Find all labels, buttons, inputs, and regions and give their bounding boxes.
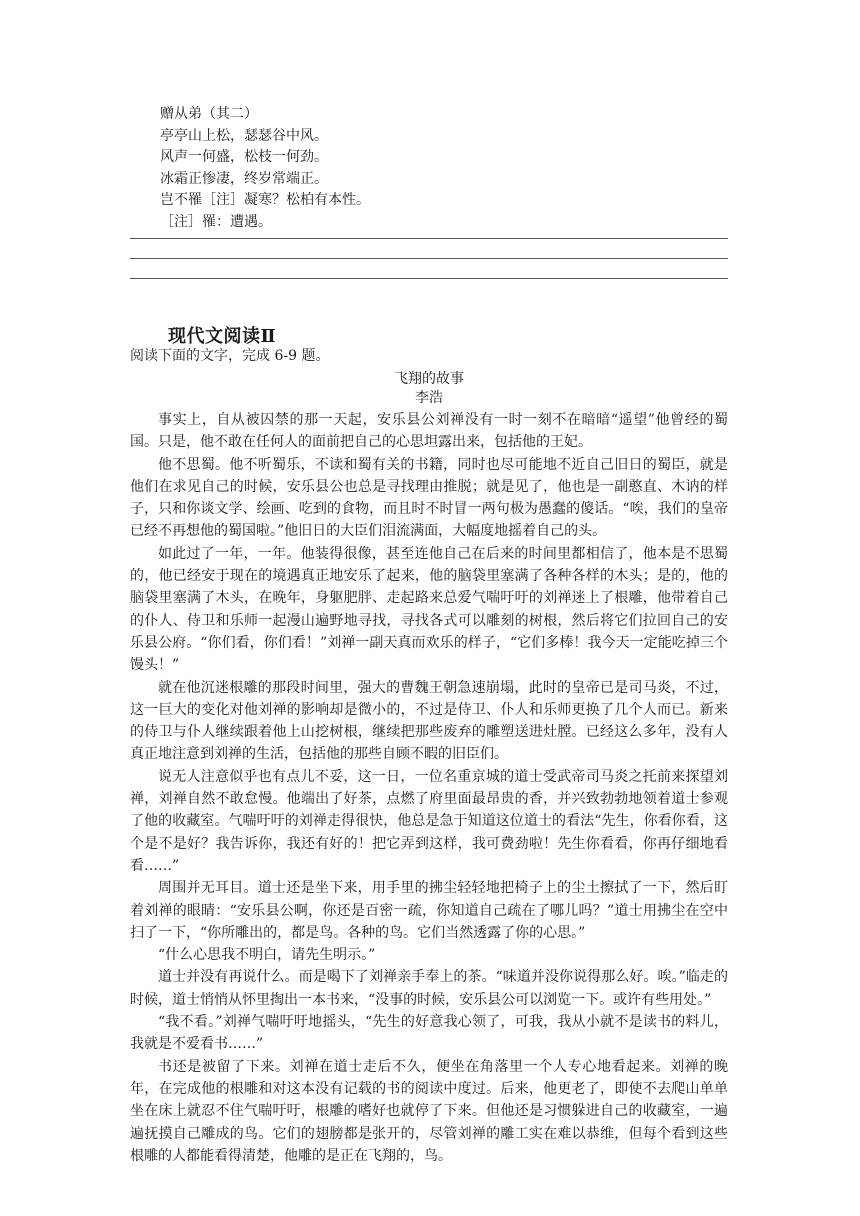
story-title: 飞翔的故事 <box>394 371 464 387</box>
reading-instruction: 阅读下面的文字，完成 6-9 题。 <box>130 348 330 364</box>
poem-block <box>160 104 720 233</box>
answer-line <box>130 278 728 279</box>
story-body <box>130 409 728 1167</box>
section-title: 现代文阅读Ⅱ <box>168 326 277 347</box>
story-paragraph: 周围并无耳目。道士还是坐下来，用手里的拂尘轻轻地把椅子上的尘土擦拭了一下，然后盯着刘禅的眼睛：“安乐县公啊，你还是百密一疏，你知道自己疏在了哪儿吗？”道士用拂尘在空中扫了一下，“你所雕出的，都是鸟。各种的鸟。它们当然透露了你的心思。” <box>130 880 728 941</box>
poem-note: ［注］罹：遭遇。 <box>160 213 272 230</box>
story-paragraph: 就在他沉迷根雕的那段时间里，强大的曹魏王朝急速崩塌，此时的皇帝已是司马炎，不过，这一巨大的变化对他刘禅的影响却是微小的，不过是侍卫、仆人和乐师更换了几个人而已。新来的侍卫与仆人继续跟着他上山挖树根，继续把那些废弃的雕塑送进灶膛。已经这么多年，没有人真正地注意到刘禅的生活，包括他的那些自顾不暇的旧臣们。 <box>130 679 728 763</box>
answer-line <box>130 258 728 259</box>
story-paragraph: 道士并没有再说什么。而是喝下了刘禅亲手奉上的茶。“味道并没你说得那么好。唉。”临走的时候，道士悄悄从怀里掏出一本书来，“没事的时候，安乐县公可以浏览一下。或许有些用处。” <box>130 969 728 1008</box>
answer-line <box>130 238 728 239</box>
story-paragraph: 书还是被留了下来。刘禅在道士走后不久，便坐在角落里一个人专心地看起来。刘禅的晚年，在完成他的根雕和对这本没有记载的书的阅读中度过。后来，他更老了，即使不去爬山单单坐在床上就忍不住气喘吁吁，根雕的嗜好也就停了下来。但他还是习惯躲进自己的收藏室，一遍遍抚摸自己雕成的鸟。它们的翅膀都是张开的，尽管刘禅的雕工实在难以恭维，但每个看到这些根雕的人都能看得清楚，他雕的是正在飞翔的，鸟。 <box>130 1058 728 1164</box>
poem-title: 赠从弟（其二） <box>160 106 258 122</box>
story-paragraph: 事实上，自从被囚禁的那一天起，安乐县公刘禅没有一时一刻不在暗暗“遥望”他曾经的蜀国。只是，他不敢在任何人的面前把自己的心思坦露出来，包括他的王妃。 <box>130 412 728 451</box>
story-paragraph: 说无人注意似乎也有点儿不妥，这一日，一位名重京城的道士受武帝司马炎之托前来探望刘禅，刘禅自然不敢怠慢。他端出了好茶，点燃了府里面最昂贵的香，并兴致勃勃地领着道士参观了他的收藏室。气喘吁吁的刘禅走得很快，他总是急于知道这位道士的看法“先生，你看你看，这个是不是好？我告诉你，我还有好的！把它弄到这样，我可费劲啦！先生你看看，你再仔细地看看……” <box>130 768 728 874</box>
story-author: 李浩 <box>415 390 443 406</box>
poem-line: 风声一何盛，松枝一何劲。 <box>160 149 328 165</box>
story-paragraph: 如此过了一年，一年。他装得很像，甚至连他自己在后来的时间里都相信了，他本是不思蜀的，他已经安于现在的境遇真正地安乐了起来，他的脑袋里塞满了各种各样的木头；是的，他的脑袋里塞满了木头，在晚年，身躯肥胖、走起路来总爱气喘吁吁的刘禅迷上了根雕，他带着自己的仆人、侍卫和乐师一起漫山遍野地寻找，寻找各式可以雕刻的树根，然后将它们拉回自己的安乐县公府。“你们看，你们看！”刘禅一副天真而欢乐的样子，“它们多棒！我今天一定能吃掉三个馒头！” <box>130 545 728 674</box>
poem-line: 岂不罹［注］凝寒？松柏有本性。 <box>160 192 370 208</box>
story-paragraph: “什么心思我不明白，请先生明示。” <box>158 947 376 964</box>
poem-line: 亭亭山上松，瑟瑟谷中风。 <box>160 127 328 144</box>
story-paragraph: 他不思蜀。他不听蜀乐，不读和蜀有关的书籍，同时也尽可能地不近自己旧日的蜀臣，就是他们在求见自己的时候，安乐县公也总是寻找理由推脱；就是见了，他也是一副憨直、木讷的样子，只和你谈文学、绘画、吃到的食物，而且时不时冒一两句极为愚蠢的傻话。“唉，我们的皇帝已经不再想他的蜀国啦。”他旧日的大臣们泪流满面，大幅度地摇着自己的头。 <box>130 456 728 540</box>
story-paragraph: “我不看。”刘禅气喘吁吁地摇头，“先生的好意我心领了，可我，我从小就不是读书的料儿，我就是不爱看书……” <box>130 1014 728 1053</box>
poem-line: 冰霜正惨凄，终岁常端正。 <box>160 170 328 187</box>
